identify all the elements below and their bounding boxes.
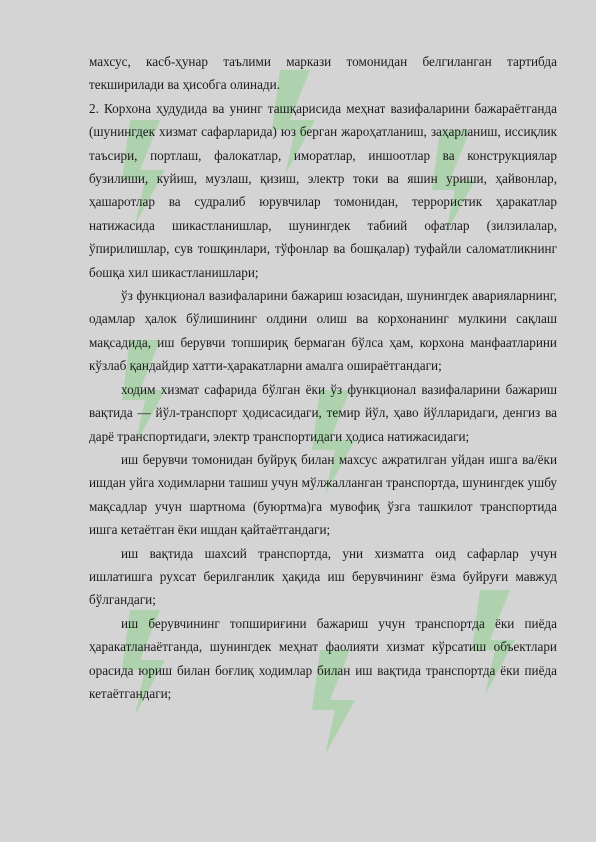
paragraph-functional-duties: ўз функционал вазифаларини бажариш юзасидан, шунингдек аварияларнинг, одамлар ҳалок бўлишининг олдини олиш ва корхонанинг мулкини сақлаш мақсадида, иш берувчи топшириқ бермаган бўлса ҳам, корхона манфаатларини кўзлаб қандайдир хатти-ҳаракатларни амалга оширaётгандаги; [89, 288, 557, 374]
paragraph-continuation: махсус, касб-ҳунар таълими маркази томонидан белгиланган тартибда текширилади ва ҳисобга олинади. [89, 54, 557, 93]
document-body [89, 50, 557, 705]
paragraph-employer-transport: иш берувчи томонидан буйруқ билан махсус ажратилган уйдан ишга ва/ёки ишдан уйга ходимларни ташиш учун мўлжалланган транспортда, шунингдек ушбу мақсадлар учун шартнома (буюртма)га мувофиқ ўзга ташкилот транспортида ишга кетаётган ёки ишдан қайтаётгандаги; [89, 451, 557, 538]
paragraph-business-trip: ходим хизмат сафарида бўлган ёки ўз функционал вазифаларини бажариш вақтида — йўл-транспорт ҳодисасидаги, темир йўл, ҳаво йўлларидаги, денгиз ва дарё транспортидаги, электр транспортидаги ҳодиса натижасидаги; [89, 381, 557, 444]
paragraph-item-2: 2. Корхона ҳудудида ва унинг ташқарисида меҳнат вазифаларини бажараётганда (шунингдек хизмат сафарларида) юз берган жароҳатланиш, заҳарланиш, иссиқлик таъсири, портлаш, фалокатлар, иморатлар, иншоотлар ва конструкциялар бузилиши, куйиш, музлаш, қизиш, электр токи ва яшин уриши, ҳайвонлар, ҳашаротлар ва судралиб юрувчилар томонидан, террористик ҳаракатлар натижасида шикастланишлар, шунингдек табиий офатлар (зилзилалар, ўпирилишлар, сув тошқинлари, тўфонлар ва бошқалар) туфайли саломатликнинг бошқа хил шикастланишлари; [89, 100, 557, 280]
paragraph-employer-assignment: иш берувчининг топшириғини бажариш учун транспортда ёки пиёда ҳаракатланаётганда, шунингдек меҳнат фаолияти хизмат кўрсатиш объектлари орасида юриш билан боғлиқ ходимлар билан иш вақтида транспортда ёки пиёда кетаётгандаги; [89, 615, 557, 701]
paragraph-personal-transport: иш вақтида шахсий транспортда, уни хизматга оид сафарлар учун ишлатишга рухсат берилганлик ҳақида иш берувчининг ёзма буйруғи мавжуд бўлгандаги; [89, 545, 557, 608]
